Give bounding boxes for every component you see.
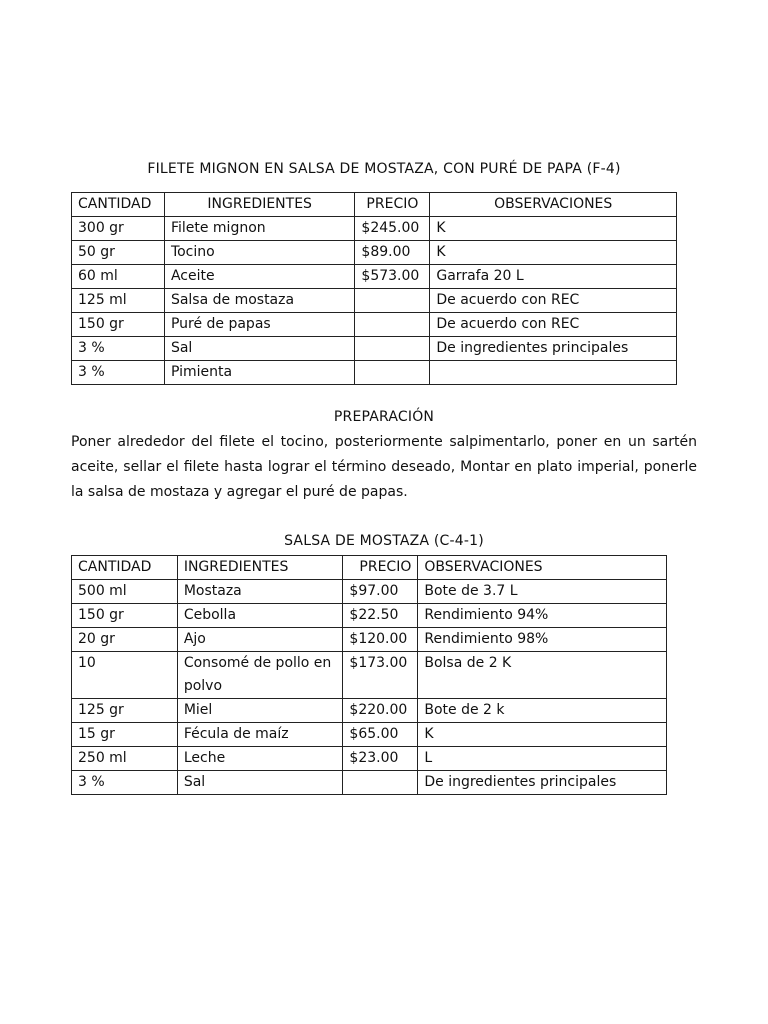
cell-observaciones: De acuerdo con REC [430,289,677,313]
cell-ingrediente: Puré de papas [164,313,354,337]
cell-observaciones: K [430,217,677,241]
cell-ingrediente: Filete mignon [164,217,354,241]
cell-precio: $573.00 [355,265,430,289]
cell-cantidad: 500 ml [72,580,178,604]
cell-observaciones: De ingredientes principales [430,337,677,361]
table-row [72,747,667,771]
header-observaciones: OBSERVACIONES [418,556,667,580]
cell-observaciones: K [430,241,677,265]
cell-precio: $173.00 [343,652,418,699]
cell-observaciones: Bote de 2 k [418,699,667,723]
cell-ingrediente: Mostaza [177,580,343,604]
cell-ingrediente: Ajo [177,628,343,652]
cell-precio [355,313,430,337]
preparation-title: PREPARACIÓN [333,409,435,425]
recipe-title: FILETE MIGNON EN SALSA DE MOSTAZA, CON PURÉ DE PAPA (F-4) [147,161,621,177]
preparation-text: Poner alrededor del filete el tocino, posteriormente salpimentarlo, poner en un sartén aceite, sellar el filete hasta lograr el término deseado, Montar en plato imperial, ponerle la salsa de mostaza y agregar el puré de papas. [71,434,697,500]
cell-cantidad: 150 gr [72,604,178,628]
header-precio: PRECIO [343,556,418,580]
cell-observaciones: Rendimiento 98% [418,628,667,652]
cell-observaciones: L [418,747,667,771]
table-row [72,265,677,289]
cell-precio [355,289,430,313]
cell-precio [355,337,430,361]
cell-ingrediente: Tocino [164,241,354,265]
ingredients-table-filete [71,192,677,385]
table-row [72,361,677,385]
cell-precio: $22.50 [343,604,418,628]
cell-precio: $245.00 [355,217,430,241]
cell-observaciones: De acuerdo con REC [430,313,677,337]
cell-ingrediente: Aceite [164,265,354,289]
cell-ingrediente: Cebolla [177,604,343,628]
cell-cantidad: 3 % [72,771,178,795]
table-row [72,313,677,337]
cell-ingrediente: Miel [177,699,343,723]
cell-cantidad: 250 ml [72,747,178,771]
table-row [72,337,677,361]
cell-precio: $23.00 [343,747,418,771]
header-observaciones: OBSERVACIONES [430,193,677,217]
header-cantidad: CANTIDAD [72,556,178,580]
table-header-row [72,556,667,580]
table-header-row [72,193,677,217]
table-row [72,289,677,313]
sauce-recipe-title: SALSA DE MOSTAZA (C-4-1) [284,533,484,549]
cell-cantidad: 3 % [72,361,165,385]
cell-precio: $220.00 [343,699,418,723]
cell-precio: $97.00 [343,580,418,604]
cell-cantidad: 3 % [72,337,165,361]
table-row [72,652,667,699]
cell-observaciones [430,361,677,385]
table-row [72,699,667,723]
cell-precio: $89.00 [355,241,430,265]
header-ingredientes: INGREDIENTES [177,556,343,580]
cell-cantidad: 150 gr [72,313,165,337]
cell-cantidad: 125 gr [72,699,178,723]
table-row [72,604,667,628]
cell-precio [355,361,430,385]
table-row [72,217,677,241]
table-row [72,580,667,604]
table-row [72,771,667,795]
cell-ingrediente: Salsa de mostaza [164,289,354,313]
cell-precio: $120.00 [343,628,418,652]
cell-cantidad: 50 gr [72,241,165,265]
cell-cantidad: 20 gr [72,628,178,652]
cell-observaciones: K [418,723,667,747]
cell-ingrediente: Sal [164,337,354,361]
cell-ingrediente: Fécula de maíz [177,723,343,747]
cell-cantidad: 300 gr [72,217,165,241]
cell-ingrediente: Pimienta [164,361,354,385]
table-row [72,723,667,747]
header-cantidad: CANTIDAD [72,193,165,217]
cell-cantidad: 15 gr [72,723,178,747]
cell-observaciones: De ingredientes principales [418,771,667,795]
cell-ingrediente: Sal [177,771,343,795]
cell-observaciones: Bolsa de 2 K [418,652,667,699]
cell-observaciones: Garrafa 20 L [430,265,677,289]
cell-cantidad: 10 [72,652,178,699]
cell-ingrediente: Consomé de pollo en polvo [177,652,343,699]
cell-cantidad: 125 ml [72,289,165,313]
cell-cantidad: 60 ml [72,265,165,289]
cell-observaciones: Bote de 3.7 L [418,580,667,604]
header-precio: PRECIO [355,193,430,217]
ingredients-table-salsa [71,555,667,795]
header-ingredientes: INGREDIENTES [164,193,354,217]
cell-ingrediente: Leche [177,747,343,771]
cell-observaciones: Rendimiento 94% [418,604,667,628]
cell-precio: $65.00 [343,723,418,747]
table-row [72,628,667,652]
cell-precio [343,771,418,795]
table-row [72,241,677,265]
